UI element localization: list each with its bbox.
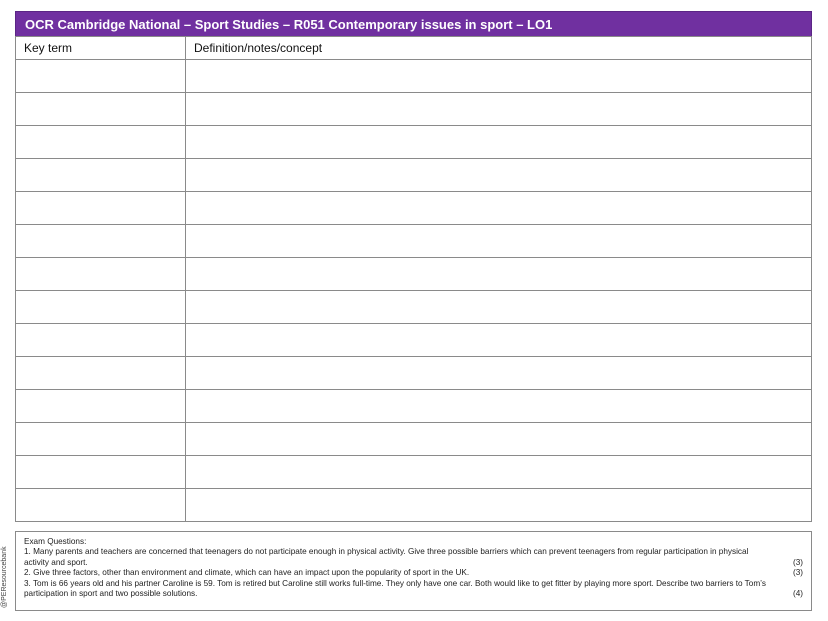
worksheet bbox=[15, 11, 812, 522]
key-term-cell[interactable] bbox=[16, 423, 186, 456]
table-row bbox=[16, 291, 812, 324]
exam-questions-heading: Exam Questions: bbox=[24, 537, 87, 546]
exam-question-text: 3. Tom is 66 years old and his partner Caroline is 59. Tom is retired but Caroline still works full-time. They only have one car. Both would like to get fitter by playing more sport. Describe two barriers to Tom’s participation in sport and two possible solutions. bbox=[24, 578, 766, 599]
table-row bbox=[16, 357, 812, 390]
exam-question-marks: (3) bbox=[792, 568, 803, 578]
key-term-cell[interactable] bbox=[16, 456, 186, 489]
exam-question-2 bbox=[24, 568, 803, 578]
exam-question-3 bbox=[24, 579, 803, 600]
table-row bbox=[16, 126, 812, 159]
key-terms-table bbox=[15, 36, 812, 522]
key-term-cell[interactable] bbox=[16, 93, 186, 126]
definition-cell[interactable] bbox=[186, 489, 812, 522]
key-term-cell[interactable] bbox=[16, 357, 186, 390]
definition-cell[interactable] bbox=[186, 126, 812, 159]
table-row bbox=[16, 93, 812, 126]
table-row bbox=[16, 423, 812, 456]
exam-question-1 bbox=[24, 547, 803, 568]
key-term-cell[interactable] bbox=[16, 258, 186, 291]
definition-cell[interactable] bbox=[186, 60, 812, 93]
definition-cell[interactable] bbox=[186, 291, 812, 324]
table-row bbox=[16, 258, 812, 291]
definition-cell[interactable] bbox=[186, 93, 812, 126]
table-row bbox=[16, 456, 812, 489]
definition-cell[interactable] bbox=[186, 324, 812, 357]
key-term-cell[interactable] bbox=[16, 324, 186, 357]
definition-cell[interactable] bbox=[186, 258, 812, 291]
key-term-cell[interactable] bbox=[16, 159, 186, 192]
table-row bbox=[16, 489, 812, 522]
definition-cell[interactable] bbox=[186, 159, 812, 192]
table-row bbox=[16, 60, 812, 93]
column-header-definition: Definition/notes/concept bbox=[186, 37, 812, 60]
table-row bbox=[16, 159, 812, 192]
table-row bbox=[16, 324, 812, 357]
key-term-cell[interactable] bbox=[16, 225, 186, 258]
exam-questions-box bbox=[15, 531, 812, 611]
exam-question-marks: (4) bbox=[792, 589, 803, 599]
watermark-label: @PEResourcebank bbox=[1, 546, 8, 608]
page-title: OCR Cambridge National – Sport Studies – R051 Contemporary issues in sport – LO1 bbox=[15, 11, 812, 36]
key-term-cell[interactable] bbox=[16, 489, 186, 522]
column-header-key-term: Key term bbox=[16, 37, 186, 60]
definition-cell[interactable] bbox=[186, 390, 812, 423]
key-term-cell[interactable] bbox=[16, 126, 186, 159]
key-term-cell[interactable] bbox=[16, 291, 186, 324]
table-row bbox=[16, 192, 812, 225]
definition-cell[interactable] bbox=[186, 357, 812, 390]
table-header-row bbox=[16, 37, 812, 60]
definition-cell[interactable] bbox=[186, 225, 812, 258]
key-term-cell[interactable] bbox=[16, 60, 186, 93]
exam-question-marks: (3) bbox=[792, 557, 803, 567]
key-term-cell[interactable] bbox=[16, 390, 186, 423]
exam-question-text: 1. Many parents and teachers are concerned that teenagers do not participate enough in physical activity. Give three possible barriers which can prevent teenagers from regular participation in physical activity and sport. bbox=[24, 547, 749, 567]
exam-question-text: 2. Give three factors, other than environment and climate, which can have an impact upon the popularity of sport in the UK. bbox=[24, 568, 470, 578]
key-term-cell[interactable] bbox=[16, 192, 186, 225]
definition-cell[interactable] bbox=[186, 192, 812, 225]
definition-cell[interactable] bbox=[186, 456, 812, 489]
definition-cell[interactable] bbox=[186, 423, 812, 456]
table-row bbox=[16, 390, 812, 423]
table-row bbox=[16, 225, 812, 258]
